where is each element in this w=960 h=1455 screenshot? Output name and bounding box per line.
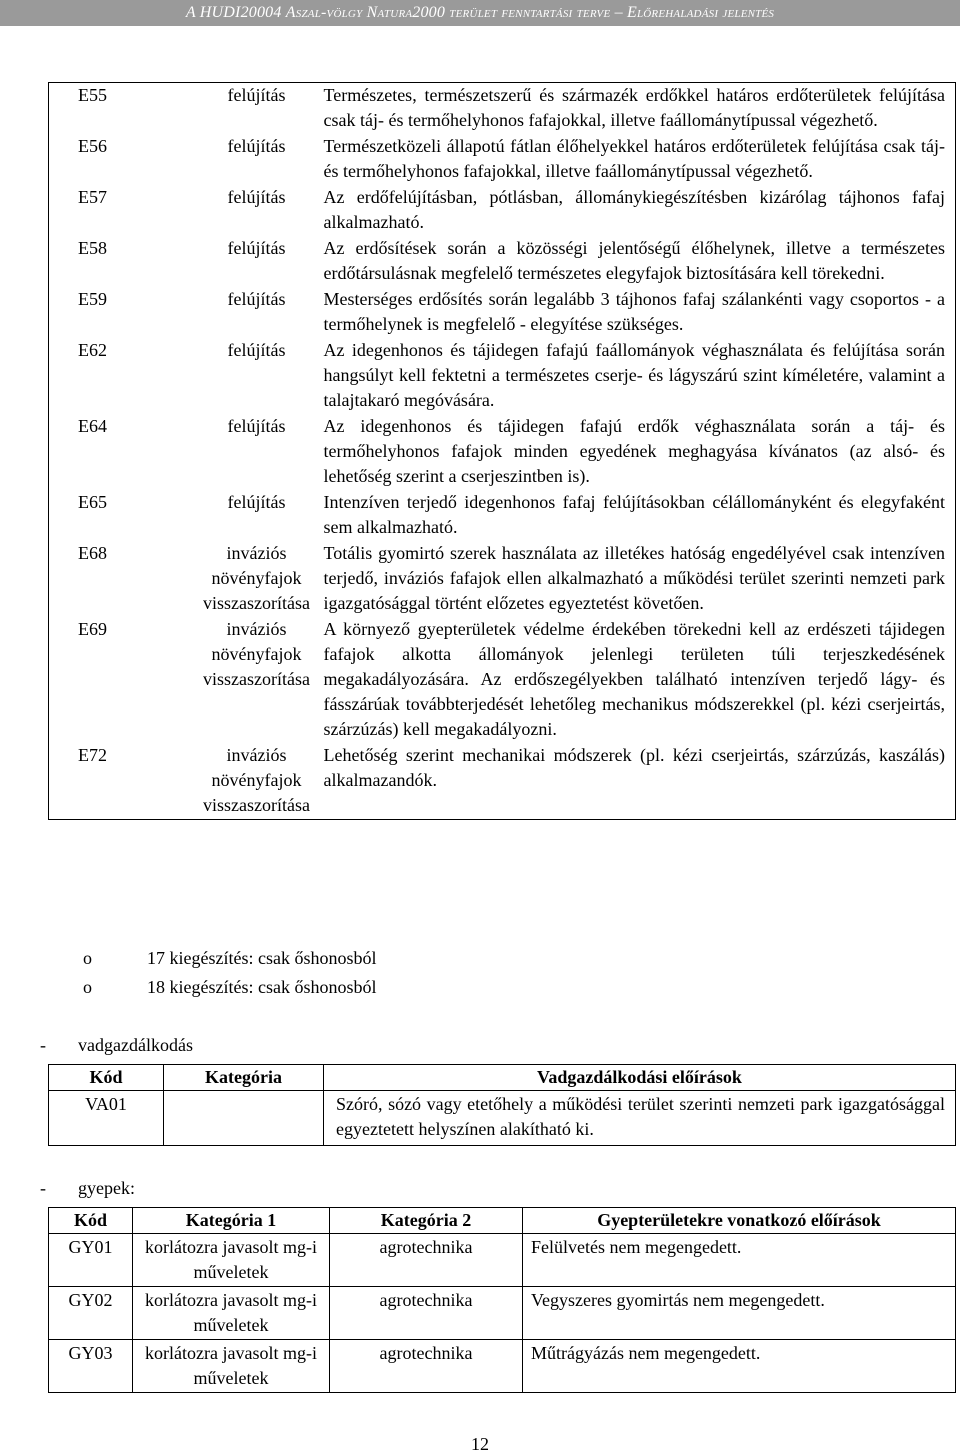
header-prefix: A HUDI20004 — [185, 4, 286, 21]
measure-text: Intenzíven terjedő idegenhonos fafaj felújításokban célállományként és elegyfaként sem alkalmazható. — [323, 492, 945, 537]
gyep-category-2: agrotechnika — [330, 1340, 523, 1393]
measure-code: E69 — [78, 619, 107, 639]
table-row — [49, 338, 956, 414]
measure-code: E65 — [78, 492, 107, 512]
vad-text: Szóró, sózó vagy etetőhely a működési terület szerinti nemzeti park igazgatósággal egyeztetett helyszínen alakítható ki. — [324, 1091, 956, 1146]
gyep-code: GY01 — [49, 1234, 133, 1287]
measure-category: inváziós növényfajok visszaszorítása — [203, 619, 310, 689]
table-row — [49, 1091, 956, 1146]
gyep-category-2: agrotechnika — [330, 1234, 523, 1287]
vad-code: VA01 — [49, 1091, 164, 1146]
measure-text: Mesterséges erdősítés során legalább 3 tájhonos fafaj szálankénti vagy csoportos - a termőhelynek is megfelelő - elegyítése szükséges. — [323, 289, 945, 334]
measure-category: inváziós növényfajok visszaszorítása — [203, 745, 310, 815]
column-header: Kategória — [164, 1065, 324, 1091]
table-row — [49, 1287, 956, 1340]
dash-marker: - — [40, 1035, 46, 1055]
table-row — [49, 617, 956, 743]
measure-text: Az idegenhonos és tájidegen fafajú erdők véghasználata során a táj- és termőhelyhonos fafajok minden egyedének meghagyása kívánatos (az alsó- és lehetőség szerint a cserjeszintben is). — [323, 416, 945, 486]
measure-category: felújítás — [227, 289, 286, 309]
gyep-code: GY03 — [49, 1340, 133, 1393]
measure-code: E72 — [78, 745, 107, 765]
list-item — [83, 975, 376, 1000]
section-title: gyepek: — [78, 1178, 135, 1198]
list-item — [83, 946, 376, 971]
gyep-text: Felülvetés nem megengedett. — [523, 1234, 956, 1287]
measure-category: felújítás — [227, 238, 286, 258]
measure-text: Az erdőfelújításban, pótlásban, állománykiegészítésben kizárólag tájhonos fafaj alkalmazható. — [323, 187, 945, 232]
table-row — [49, 134, 956, 185]
column-header: Vadgazdálkodási előírások — [324, 1065, 956, 1091]
measure-code: E62 — [78, 340, 107, 360]
measure-text: Az erdősítések során a közösségi jelentőségű élőhelynek, illetve a természetes erdőtársulásnak megfelelő természetes elegyfajok biztosítására kell törekedni. — [323, 238, 945, 283]
table-row — [49, 287, 956, 338]
table-header-row — [49, 1208, 956, 1234]
measure-category: inváziós növényfajok visszaszorítása — [203, 543, 310, 613]
page-number: 12 — [471, 1434, 489, 1454]
table-row — [49, 1340, 956, 1393]
table-row — [49, 185, 956, 236]
table-row — [49, 83, 956, 135]
measure-code: E55 — [78, 85, 107, 105]
measure-code: E59 — [78, 289, 107, 309]
bullet-marker: o — [83, 977, 92, 997]
measure-category: felújítás — [227, 492, 286, 512]
gyep-code: GY02 — [49, 1287, 133, 1340]
measure-text: Természetes, természetszerű és származék erdőkkel határos erdőterületek felújítása csak táj- és termőhelyhonos fafajokkal, illetve faállománytípussal végezhető. — [323, 85, 945, 130]
measure-category: felújítás — [227, 340, 286, 360]
measure-text: Totális gyomirtó szerek használata az illetékes hatóság engedélyével csak intenzíven terjedő, inváziós fafajok ellen alkalmazható a működési terület szerinti nemzeti park igazgatósággal történt előzetes egyeztetést követően. — [323, 543, 945, 613]
section-heading-vadgazdalkodas — [40, 1033, 193, 1058]
measure-text: Az idegenhonos és tájidegen fafajú faállományok véghasználata és felújítása során hangsúlyt kell fektetni a természetes cserje- és lágyszárú szint kíméletére, valamint a talajtakaró megóvására. — [323, 340, 945, 410]
gyep-text: Vegyszeres gyomirtás nem megengedett. — [523, 1287, 956, 1340]
column-header: Kód — [49, 1065, 164, 1091]
measure-code: E64 — [78, 416, 107, 436]
gyep-category-1: korlátozra javasolt mg-i műveletek — [133, 1287, 330, 1340]
vadgazdalkodas-table — [48, 1064, 956, 1146]
table-header-row — [49, 1065, 956, 1091]
bullet-marker: o — [83, 948, 92, 968]
measure-text: Természetközeli állapotú fátlan élőhelyekkel határos erdőterületek felújítása csak táj- és termőhelyhonos fafajokkal, illetve faállománytípussal végezhető. — [323, 136, 945, 181]
measure-category: felújítás — [227, 136, 286, 156]
gyepek-table — [48, 1207, 956, 1393]
gyep-category-1: korlátozra javasolt mg-i műveletek — [133, 1340, 330, 1393]
vad-category — [164, 1091, 324, 1146]
table-row — [49, 236, 956, 287]
bullet-text: 18 kiegészítés: csak őshonosból — [147, 977, 377, 997]
measure-code: E57 — [78, 187, 107, 207]
measure-code: E58 — [78, 238, 107, 258]
gyep-category-2: agrotechnika — [330, 1287, 523, 1340]
table-row — [49, 490, 956, 541]
gyep-category-1: korlátozra javasolt mg-i műveletek — [133, 1234, 330, 1287]
table-row — [49, 743, 956, 820]
column-header: Kategória 2 — [330, 1208, 523, 1234]
measure-category: felújítás — [227, 187, 286, 207]
column-header: Kategória 1 — [133, 1208, 330, 1234]
bullet-text: 17 kiegészítés: csak őshonosból — [147, 948, 377, 968]
section-heading-gyepek — [40, 1176, 135, 1201]
measures-table — [48, 82, 956, 820]
column-header: Kód — [49, 1208, 133, 1234]
section-title: vadgazdálkodás — [78, 1035, 193, 1055]
measure-category: felújítás — [227, 416, 286, 436]
table-row — [49, 414, 956, 490]
column-header: Gyepterületekre vonatkozó előírások — [523, 1208, 956, 1234]
header-title: Aszal-völgy Natura2000 terület fenntartási terve – Előrehaladási jelentés — [285, 4, 775, 21]
page-header — [0, 0, 960, 26]
measure-code: E68 — [78, 543, 107, 563]
measure-category: felújítás — [227, 85, 286, 105]
measure-code: E56 — [78, 136, 107, 156]
measure-text: A környező gyepterületek védelme érdekében törekedni kell az erdészeti tájidegen fafajok alkotta állományok jelenlegi területen túli terjeszkedésének megakadályozására. Az erdőszegélyekben található intenzíven terjedő lágy- és fásszárúak továbbterjedését lehetőleg mechanikus módszerekkel (pl. kézi cserjeirtás, szárzúzás) kell megakadályozni. — [323, 619, 945, 739]
table-row — [49, 1234, 956, 1287]
gyep-text: Műtrágyázás nem megengedett. — [523, 1340, 956, 1393]
table-row — [49, 541, 956, 617]
dash-marker: - — [40, 1178, 46, 1198]
measure-text: Lehetőség szerint mechanikai módszerek (pl. kézi cserjeirtás, szárzúzás, kaszálás) alkalmazandók. — [323, 745, 945, 790]
